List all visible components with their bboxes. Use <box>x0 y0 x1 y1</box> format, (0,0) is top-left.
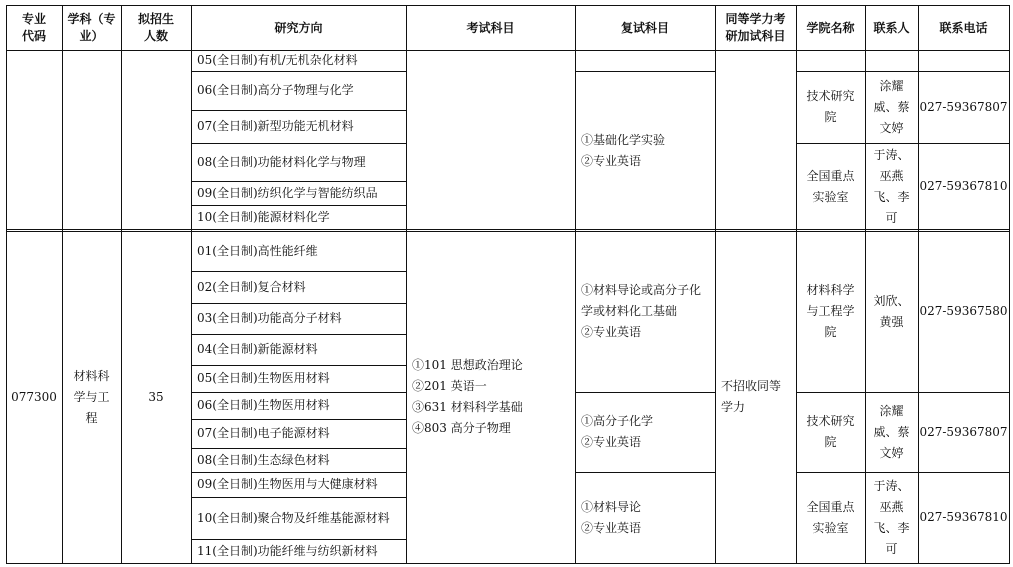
row-divider <box>191 271 406 272</box>
col-divider <box>62 5 63 564</box>
contact-phone: 027-59367810 <box>919 179 1008 193</box>
row-divider <box>191 334 406 335</box>
row-divider <box>191 472 406 473</box>
table-border <box>6 229 1010 230</box>
college-name: 全国重点 实验室 <box>806 168 855 204</box>
college-name: 技术研究 院 <box>806 414 855 449</box>
major-subject: 材料科 学与工 程 <box>73 368 110 425</box>
college-name: 技术研究 院 <box>806 89 855 124</box>
direction-row: 07(全日制)新型功能无机材料 <box>197 119 354 133</box>
col-divider <box>121 5 122 564</box>
col-divider <box>575 5 576 564</box>
equivalent-exam: 不招收同等 学力 <box>721 379 782 414</box>
direction-row: 09(全日制)生物医用与大健康材料 <box>197 477 378 491</box>
row-divider <box>796 143 1010 144</box>
direction-row: 11(全日制)功能纤维与纺织新材料 <box>197 543 378 558</box>
header-subject: 学科（专 业） <box>67 12 116 43</box>
table-border <box>6 563 1010 564</box>
header-phone: 联系电话 <box>939 20 988 35</box>
row-divider <box>796 392 1010 393</box>
contact-phone: 027-59367807 <box>919 99 1008 114</box>
row-divider <box>191 448 406 449</box>
row-divider <box>191 392 406 393</box>
header-contact: 联系人 <box>873 20 910 35</box>
contact-person: 刘欣、 黄强 <box>873 293 910 329</box>
direction-row: 03(全日制)功能高分子材料 <box>197 311 342 325</box>
direction-row: 08(全日制)生态绿色材料 <box>197 452 330 467</box>
col-divider <box>715 5 716 564</box>
header-retest-subjects: 复试科目 <box>620 20 669 35</box>
contact-person: 于涛、 巫燕 飞、李 可 <box>873 147 910 225</box>
col-divider <box>6 5 7 564</box>
table-border <box>6 231 1010 232</box>
row-divider <box>191 303 406 304</box>
direction-row: 07(全日制)电子能源材料 <box>197 426 330 440</box>
header-code: 专业 代码 <box>21 12 46 43</box>
direction-row: 10(全日制)能源材料化学 <box>197 210 330 224</box>
college-name: 材料科学 与工程学 院 <box>806 283 855 339</box>
table-border <box>6 50 1010 51</box>
header-quota: 拟招生 人数 <box>137 12 174 43</box>
direction-row: 05(全日制)有机/无机杂化材料 <box>197 53 358 67</box>
contact-phone: 027-59367580 <box>919 304 1008 318</box>
row-divider <box>796 472 1010 473</box>
row-divider <box>191 110 406 111</box>
direction-row: 02(全日制)复合材料 <box>197 279 306 294</box>
contact-person: 涂耀 威、蔡 文婷 <box>873 403 910 460</box>
exam-subjects: ①101 思想政治理论 ②201 英语一 ③631 材料科学基础 ④803 高分子物理 <box>412 358 523 435</box>
row-divider <box>796 71 1010 72</box>
header-college: 学院名称 <box>806 20 855 35</box>
row-divider <box>191 419 406 420</box>
retest-subjects: ①材料导论 ②专业英语 <box>581 499 642 535</box>
col-divider <box>865 5 866 564</box>
direction-row: 05(全日制)生物医用材料 <box>197 371 330 385</box>
col-divider <box>796 5 797 564</box>
direction-row: 06(全日制)生物医用材料 <box>197 398 330 412</box>
major-code: 077300 <box>11 389 57 404</box>
contact-person: 涂耀 威、蔡 文婷 <box>873 78 910 135</box>
college-name: 全国重点 实验室 <box>806 499 855 535</box>
row-divider <box>191 365 406 366</box>
row-divider <box>191 143 406 144</box>
retest-subjects: ①高分子化学 ②专业英语 <box>581 414 654 449</box>
col-divider <box>191 5 192 564</box>
row-divider <box>575 472 715 473</box>
contact-phone: 027-59367810 <box>919 510 1008 524</box>
header-research-direction: 研究方向 <box>274 20 323 35</box>
enrollment-quota: 35 <box>148 389 164 404</box>
retest-subjects: ①基础化学实验 ②专业英语 <box>581 132 666 168</box>
direction-row: 10(全日制)聚合物及纤维基能源材料 <box>197 510 390 525</box>
direction-row: 06(全日制)高分子物理与化学 <box>197 83 354 97</box>
row-divider <box>191 539 406 540</box>
col-divider <box>1009 5 1010 564</box>
direction-row: 08(全日制)功能材料化学与物理 <box>197 154 366 169</box>
direction-row: 04(全日制)新能源材料 <box>197 342 318 356</box>
row-divider <box>191 71 406 72</box>
retest-subjects: ①材料导论或高分子化 学或材料化工基础 ②专业英语 <box>581 283 702 339</box>
row-divider <box>575 71 715 72</box>
direction-row: 01(全日制)高性能纤维 <box>197 243 318 258</box>
contact-person: 于涛、 巫燕 飞、李 可 <box>873 478 910 556</box>
contact-phone: 027-59367807 <box>919 424 1008 439</box>
direction-row: 09(全日制)纺织化学与智能纺织品 <box>197 185 378 200</box>
row-divider <box>191 181 406 182</box>
header-equivalent-exam: 同等学力考 研加试科目 <box>725 12 786 43</box>
col-divider <box>406 5 407 564</box>
row-divider <box>191 205 406 206</box>
header-exam-subjects: 考试科目 <box>466 20 515 35</box>
row-divider <box>191 497 406 498</box>
table-border <box>6 5 1010 6</box>
col-divider <box>918 5 919 564</box>
row-divider <box>575 392 715 393</box>
